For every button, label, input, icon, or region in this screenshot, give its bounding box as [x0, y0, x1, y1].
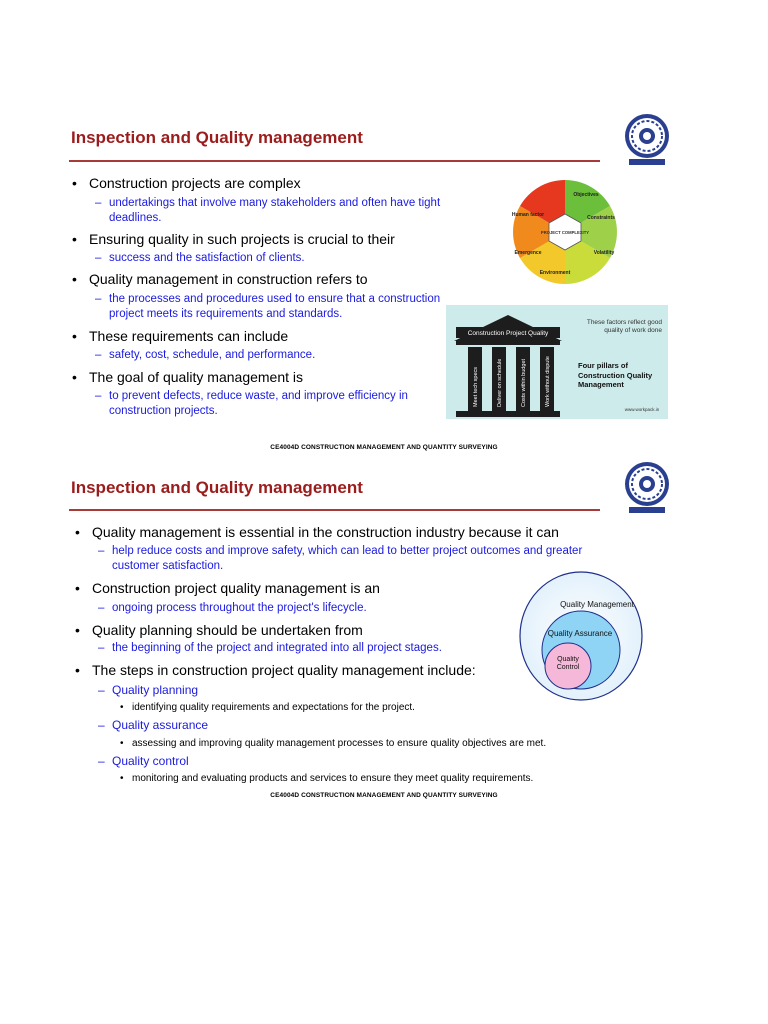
- step-detail-planning: • identifying quality requirements and expectations for the project.: [132, 702, 415, 713]
- bullet-essential: • Quality management is essential in the construction industry because it can: [92, 524, 559, 540]
- pillar-deliver-schedule: Deliver on schedule: [497, 358, 503, 407]
- sub-bullet-reduce-costs: – help reduce costs and improve safety, which can lead to better project outcomes and greater customer satisfaction.: [112, 544, 592, 574]
- bullet-complex: • Construction projects are complex: [89, 175, 301, 191]
- wheel-segment-human-factor: Human factor: [511, 212, 545, 218]
- bullet-goal: • The goal of quality management is: [89, 369, 303, 385]
- step-detail-assurance: • assessing and improving quality management processes to ensure quality objectives are met.: [132, 738, 546, 749]
- bullet-qm-refers: • Quality management in construction refers to: [89, 271, 368, 287]
- sub-bullet-success: – success and the satisfaction of clients.: [109, 251, 454, 266]
- title-rule: [69, 509, 600, 511]
- institute-logo-icon: [621, 460, 673, 516]
- bullet-requirements: • These requirements can include: [89, 328, 288, 344]
- pillars-credit: www.workpack.in: [624, 407, 660, 412]
- wheel-segment-volatility: Volatility: [593, 250, 615, 256]
- wheel-segment-constraints: Constraints: [587, 215, 615, 221]
- wheel-center-label: PROJECT COMPLEXITY: [540, 230, 590, 235]
- sub-bullet-processes: – the processes and procedures used to ensure that a construction project meets its requirements and standards.: [109, 292, 444, 322]
- pillar-meet-specs: Meet tech specs: [473, 366, 479, 407]
- pillar-costs-budget: Costs within budget: [521, 359, 527, 407]
- bullet-ongoing: • Construction project quality management is an: [92, 580, 380, 596]
- wheel-segment-environment: Environment: [539, 270, 571, 276]
- quality-nested-circles-diagram: [518, 570, 644, 702]
- pillars-heading: Four pillars of Construction Quality Management: [578, 361, 653, 389]
- wheel-segment-objectives: Objectives: [573, 192, 599, 198]
- pillars-note: These factors reflect good quality of work done: [586, 319, 662, 334]
- circle-label-quality-assurance: Quality Assurance: [547, 629, 613, 638]
- bullet-planning: • Quality planning should be undertaken from: [92, 622, 363, 638]
- circle-label-quality-control: Quality Control: [556, 656, 580, 671]
- step-detail-control: • monitoring and evaluating products and services to ensure they meet quality requirements.: [132, 773, 533, 784]
- bullet-steps: • The steps in construction project quality management include:: [92, 662, 476, 678]
- step-quality-planning: – Quality planning: [112, 683, 198, 697]
- step-quality-control: – Quality control: [112, 754, 189, 768]
- pillars-roof-label: Construction Project Quality: [467, 330, 549, 337]
- slide-footer: CE4004D CONSTRUCTION MANAGEMENT AND QUANTITY SURVEYING: [270, 444, 498, 451]
- pillar-work-dispute: Work without dispute: [545, 356, 551, 407]
- step-quality-assurance: – Quality assurance: [112, 718, 208, 732]
- slide-title: Inspection and Quality management: [71, 128, 363, 147]
- sub-bullet-stakeholders: – undertakings that involve many stakeholders and often have tight deadlines.: [109, 196, 454, 226]
- wheel-segment-emergence: Emergence: [514, 250, 542, 256]
- sub-bullet-beginning: – the beginning of the project and integrated into all project stages.: [112, 641, 512, 656]
- sub-bullet-safety: – safety, cost, schedule, and performance.: [109, 348, 454, 363]
- sub-bullet-lifecycle: – ongoing process throughout the project's lifecycle.: [112, 601, 512, 616]
- circle-label-quality-management: Quality Management: [560, 600, 634, 609]
- slide-title: Inspection and Quality management: [71, 478, 363, 497]
- bullet-ensuring-quality: • Ensuring quality in such projects is crucial to their: [89, 231, 395, 247]
- sub-bullet-prevent: – to prevent defects, reduce waste, and improve efficiency in construction projects.: [109, 389, 444, 419]
- slide-footer: CE4004D CONSTRUCTION MANAGEMENT AND QUANTITY SURVEYING: [270, 792, 498, 799]
